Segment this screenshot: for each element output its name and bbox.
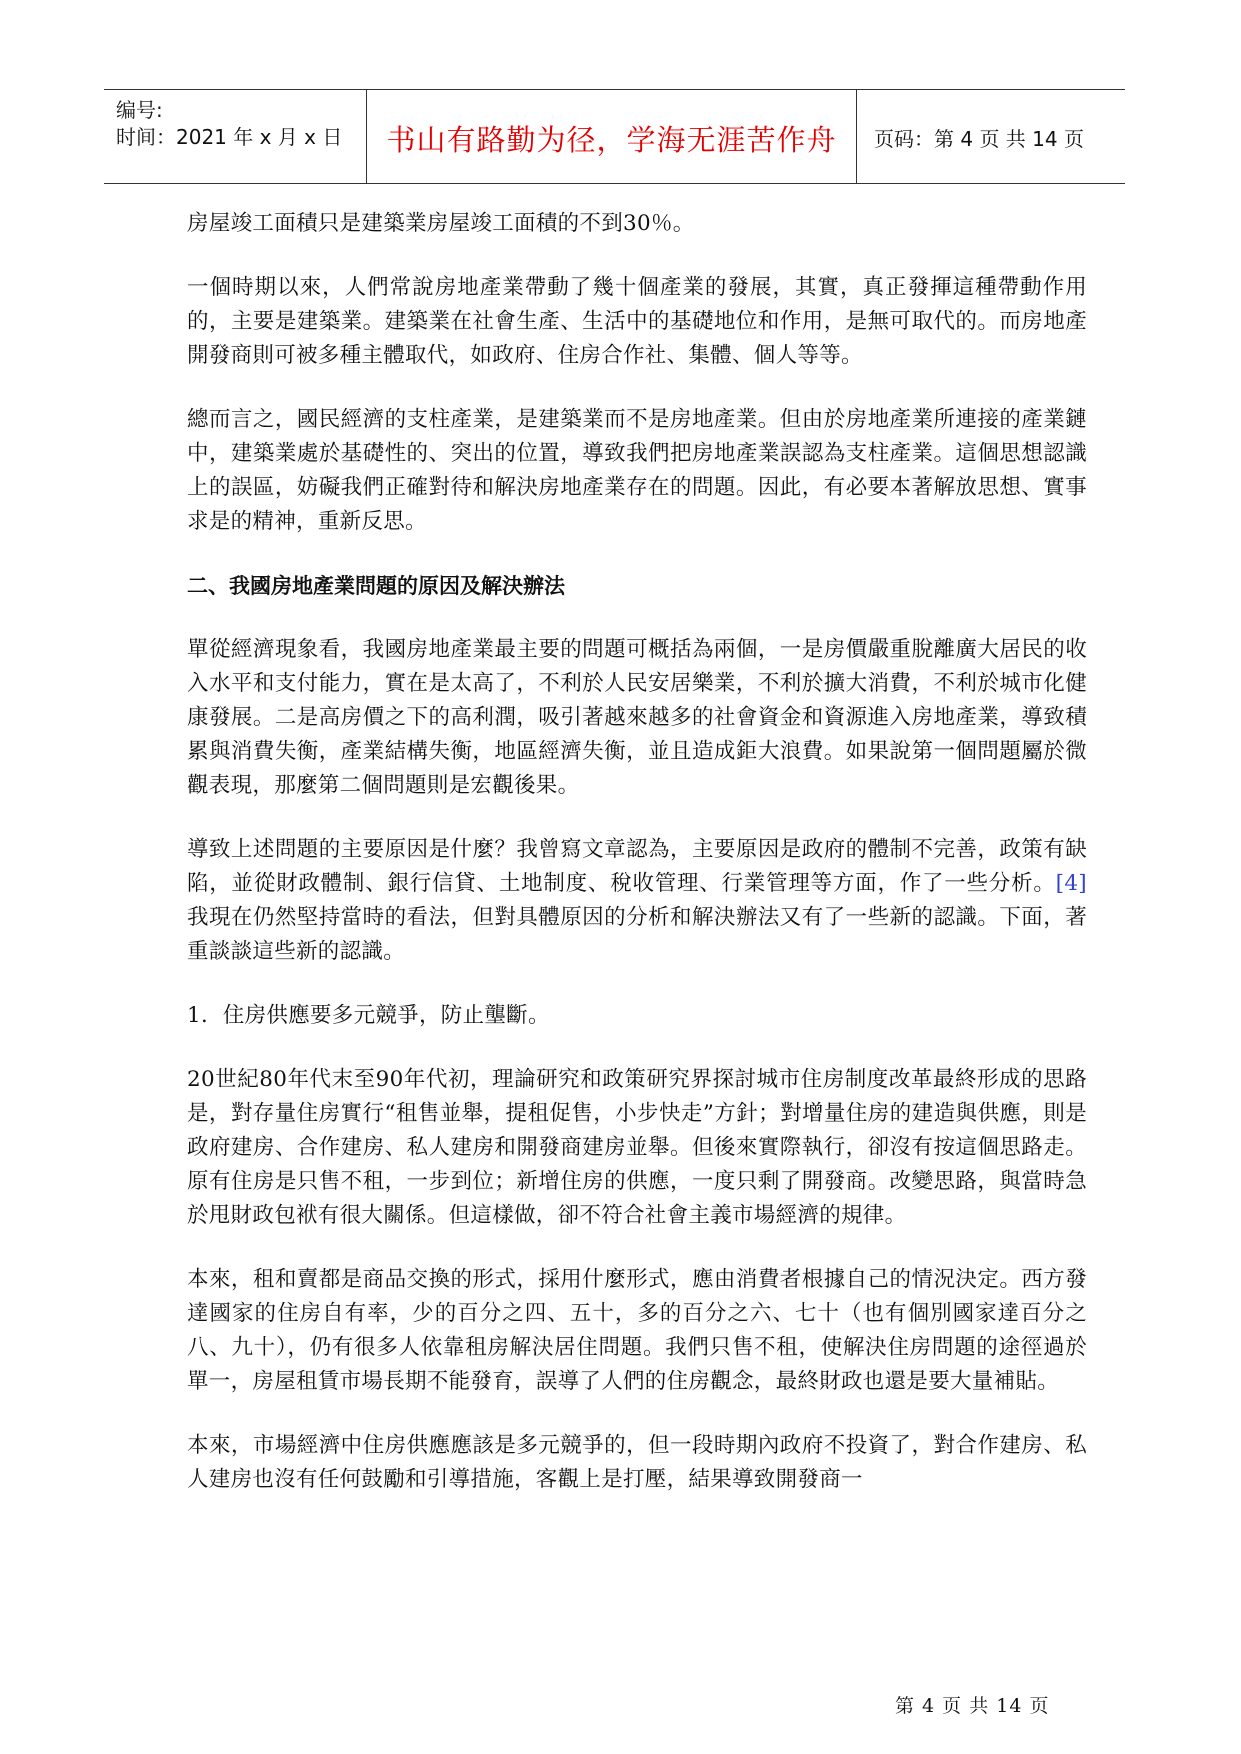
paragraph-text: 導致上述問題的主要原因是什麼？我曾寫文章認為，主要原因是政府的體制不完善，政策有缺陷，並從財政體制、銀行信貸、土地制度、稅收管理、行業管理等方面，作了一些分析。 (187, 837, 1087, 896)
reference-link[interactable]: [4] (1055, 871, 1087, 896)
paragraph-text: 我現在仍然堅持當時的看法，但對具體原因的分析和解決辦法又有了一些新的認識。下面，著重談談這些新的認識。 (187, 905, 1087, 964)
page-footer: 第 4 页 共 14 页 (895, 1695, 1050, 1717)
header-motto-cell (366, 90, 857, 183)
section-heading: 二、我國房地產業問題的原因及解決辦法 (187, 574, 565, 598)
page-header (104, 89, 1125, 184)
document-body (187, 207, 1087, 1527)
list-item: 1．住房供應要多元競爭，防止壟斷。 (187, 1003, 550, 1028)
header-page-number: 页码：第 4 页 共 14 页 (874, 127, 1084, 151)
header-info-cell (104, 90, 366, 183)
paragraph-with-reference (187, 833, 1087, 969)
paragraph: 房屋竣工面積只是建築業房屋竣工面積的不到30％。 (187, 211, 695, 236)
document-number-label: 编号: (116, 98, 163, 122)
header-page-cell (857, 90, 1125, 183)
paragraph: 單從經濟現象看，我國房地產業最主要的問題可概括為兩個，一是房價嚴重脫離廣大居民的收入水平和支付能力，實在是太高了，不利於人民安居樂業，不利於擴大消費，不利於城市化健康發展。二是高房價之下的高利潤，吸引著越來越多的社會資金和資源進入房地產業，導致積累與消費失衡，產業結構失衡，地區經濟失衡，並且造成鉅大浪費。如果說第一個問題屬於微觀表現，那麼第二個問題則是宏觀後果。 (187, 637, 1087, 798)
header-motto: 书山有路勤为径，学海无涯苦作舟 (386, 123, 837, 157)
document-time-label: 时间：2021 年 x 月 x 日 (116, 125, 343, 149)
paragraph: 總而言之，國民經濟的支柱產業，是建築業而不是房地產業。但由於房地產業所連接的產業鏈中，建築業處於基礎性的、突出的位置，導致我們把房地產業誤認為支柱產業。這個思想認識上的誤區，妨礙我們正確對待和解決房地產業存在的問題。因此，有必要本著解放思想、實事求是的精神，重新反思。 (187, 407, 1087, 534)
paragraph: 一個時期以來，人們常說房地產業帶動了幾十個產業的發展，其實，真正發揮這種帶動作用的，主要是建築業。建築業在社會生產、生活中的基礎地位和作用，是無可取代的。而房地產開發商則可被多種主體取代，如政府、住房合作社、集體、個人等等。 (187, 275, 1087, 368)
paragraph: 本來，市場經濟中住房供應應該是多元競爭的，但一段時期內政府不投資了，對合作建房、私人建房也沒有任何鼓勵和引導措施，客觀上是打壓，結果導致開發商一 (187, 1433, 1087, 1492)
paragraph: 20世紀80年代末至90年代初，理論研究和政策研究界探討城市住房制度改革最終形成的思路是，對存量住房實行“租售並舉，提租促售，小步快走”方針；對增量住房的建造與供應，則是政府建房、合作建房、私人建房和開發商建房並舉。但後來實際執行，卻沒有按這個思路走。原有住房是只售不租，一步到位；新增住房的供應，一度只剩了開發商。改變思路，與當時急於甩財政包袱有很大關係。但這樣做，卻不符合社會主義市場經濟的規律。 (187, 1067, 1087, 1228)
paragraph: 本來，租和賣都是商品交換的形式，採用什麼形式，應由消費者根據自己的情況決定。西方發達國家的住房自有率，少的百分之四、五十，多的百分之六、七十（也有個別國家達百分之八、九十），仍有很多人依靠租房解決居住問題。我們只售不租，使解決住房問題的途徑過於單一，房屋租賃市場長期不能發育，誤導了人們的住房觀念，最終財政也還是要大量補貼。 (187, 1267, 1087, 1394)
